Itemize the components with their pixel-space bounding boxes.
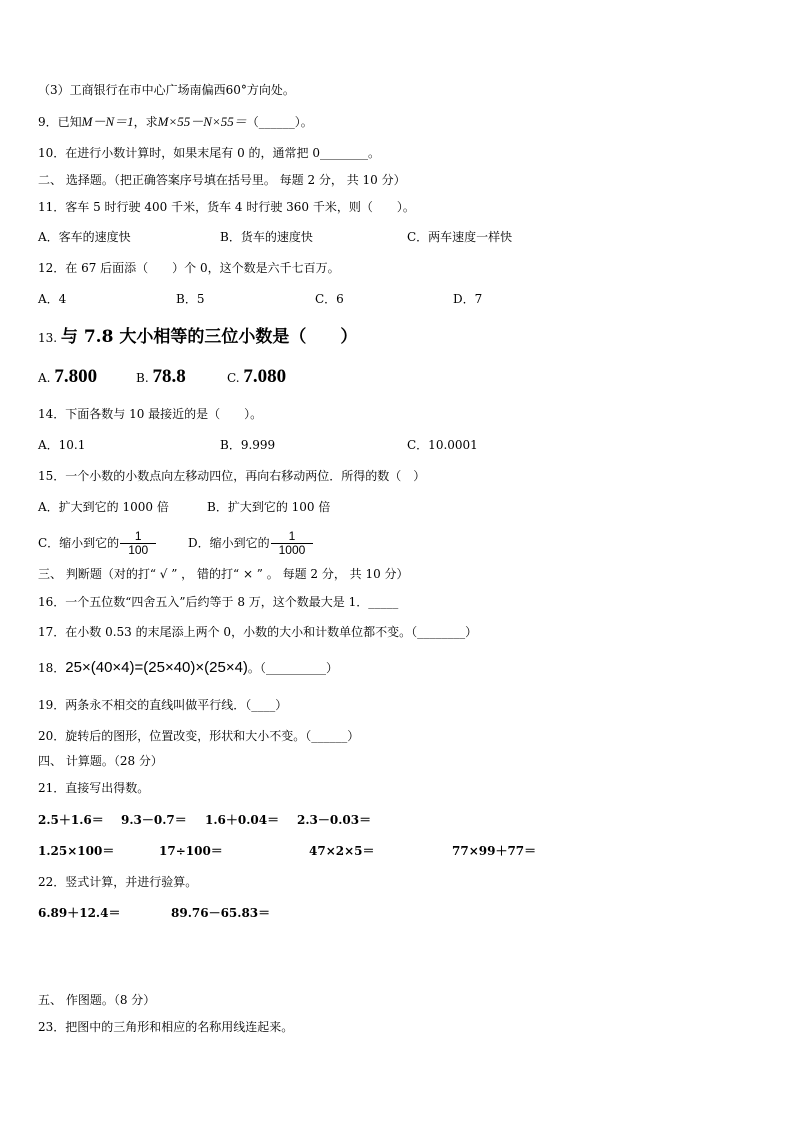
question-11	[38, 199, 415, 215]
option-text: B．9.999	[220, 438, 276, 452]
numerator: 1	[134, 529, 142, 543]
text: 14．下面各数与 10 最接近的是（ ）。	[38, 407, 263, 421]
option-text: A．10.1	[38, 438, 86, 452]
calc-item	[452, 843, 536, 859]
text: 17．在小数 0.53 的末尾添上两个 0，小数的大小和计数单位都不变。（	[38, 625, 418, 639]
option-text: B．5	[176, 292, 205, 306]
text: （3）工商银行在市中心广场南偏西60°方向处。	[38, 83, 295, 97]
option-c[interactable]	[38, 527, 156, 559]
text: 9．已知	[38, 115, 82, 129]
option-c[interactable]	[227, 366, 286, 389]
text: 47×2×5＝	[309, 844, 375, 858]
text: 2.3－0.03＝	[297, 813, 372, 827]
question-19	[38, 697, 287, 713]
text: 2.5＋1.6＝	[38, 813, 104, 827]
option-text: 7.800	[54, 366, 98, 387]
denominator: 1000	[271, 543, 314, 557]
option-text: 7.080	[243, 366, 287, 387]
text: 五、 作图题。（8 分）	[38, 993, 156, 1007]
section-4-heading	[38, 753, 163, 769]
text: 6.89＋12.4＝	[38, 906, 121, 920]
text: 11．客车 5 时行驶 400 千米，货车 4 时行驶 360 千米，则（ ）。	[38, 200, 415, 214]
question-10	[38, 145, 380, 161]
calc-item	[38, 905, 120, 921]
text: 22．竖式计算，并进行验算。	[38, 875, 198, 889]
option-b[interactable]	[207, 499, 330, 515]
question-16	[38, 594, 398, 610]
text: ）	[347, 729, 360, 743]
fraction	[271, 530, 314, 557]
option-c[interactable]	[407, 229, 512, 245]
question-15	[38, 468, 425, 484]
text: 。	[367, 146, 380, 160]
calc-item	[297, 812, 371, 828]
text: （	[246, 115, 259, 129]
option-a[interactable]	[38, 229, 131, 245]
calc-item	[38, 812, 104, 828]
answer-blank[interactable]: ______	[258, 115, 295, 129]
text: 。（	[247, 661, 266, 675]
option-b[interactable]	[220, 437, 275, 453]
option-text: 78.8	[152, 366, 186, 387]
option-a[interactable]	[38, 291, 66, 307]
text: 23．把图中的三角形和相应的名称用线连起来。	[38, 1020, 294, 1034]
question-23	[38, 1019, 293, 1035]
text: 1.6＋0.04＝	[205, 813, 280, 827]
option-text: D．缩小到它的	[188, 536, 270, 550]
option-d[interactable]	[453, 291, 482, 307]
option-text: C．6	[315, 292, 344, 306]
text: 19．两条永不相交的直线叫做平行线．（	[38, 698, 252, 712]
text: 四、 计算题。（28 分）	[38, 754, 163, 768]
denominator: 100	[120, 543, 156, 557]
text: ，求	[133, 115, 158, 129]
text: 21．直接写出得数。	[38, 781, 150, 795]
text: 10．在进行小数计算时，如果末尾有 0 的，通常把 0	[38, 146, 320, 160]
question-22	[38, 874, 197, 890]
math-condition: M－N＝1	[81, 114, 134, 129]
section-5-heading	[38, 992, 155, 1008]
calc-item	[159, 843, 223, 859]
question-12	[38, 260, 340, 276]
text: ）	[325, 661, 338, 675]
math-expression: M×55－N×55＝	[157, 114, 247, 129]
option-text: C．缩小到它的	[38, 536, 120, 550]
calc-item	[121, 812, 187, 828]
math-expression: 25×(40×4)=(25×40)×(25×4)	[65, 659, 248, 676]
option-d[interactable]	[188, 527, 313, 559]
text: 12．在 67 后面添（ ）个 0，这个数是六千七百万。	[38, 261, 340, 275]
question-number: 18．	[38, 661, 66, 675]
answer-blank[interactable]: ________	[319, 146, 368, 160]
option-c[interactable]	[407, 437, 478, 453]
answer-blank[interactable]: ________	[417, 625, 466, 639]
fraction	[120, 530, 156, 557]
calc-item	[205, 812, 279, 828]
answer-blank[interactable]: ____	[251, 698, 276, 712]
calc-item	[171, 905, 270, 921]
option-label: B.	[136, 371, 149, 385]
section-2-heading	[38, 172, 406, 188]
option-text: D．7	[453, 292, 483, 306]
section-3-heading	[38, 566, 409, 582]
option-text: B．扩大到它的 100 倍	[207, 500, 331, 514]
option-label: A.	[38, 371, 51, 385]
question-13	[38, 326, 357, 349]
text: ）	[275, 698, 288, 712]
option-text: A．扩大到它的 1000 倍	[38, 500, 169, 514]
text: 77×99＋77＝	[452, 844, 537, 858]
option-b[interactable]	[176, 291, 204, 307]
text: 二、 选择题。（把正确答案序号填在括号里。 每题 2 分， 共 10 分）	[38, 173, 406, 187]
text: 1.25×100＝	[38, 844, 115, 858]
text: ）	[465, 625, 478, 639]
answer-blank[interactable]: _____	[368, 595, 399, 609]
question-20	[38, 728, 359, 744]
question-14	[38, 406, 262, 422]
question-21	[38, 780, 149, 796]
text: 与 7.8 大小相等的三位小数是（ ）	[60, 327, 358, 347]
numerator: 1	[288, 529, 296, 543]
question-3-subitem	[38, 82, 295, 98]
question-18	[38, 658, 338, 678]
option-b[interactable]	[220, 229, 313, 245]
option-b[interactable]	[136, 366, 186, 389]
option-c[interactable]	[315, 291, 344, 307]
text: 9.3－0.7＝	[121, 813, 187, 827]
option-a[interactable]	[38, 437, 85, 453]
option-text: A．4	[38, 292, 67, 306]
option-text: A．客车的速度快	[38, 230, 131, 244]
text: 17÷100＝	[159, 844, 223, 858]
question-9	[38, 114, 313, 130]
text: 16．一个五位数“四舍五入”后约等于 8 万，这个数最大是 1．	[38, 595, 369, 609]
option-a[interactable]	[38, 366, 97, 389]
text: 20．旋转后的图形，位置改变，形状和大小不变。（	[38, 729, 312, 743]
question-17	[38, 624, 477, 640]
option-text: B．货车的速度快	[220, 230, 313, 244]
calc-item	[38, 843, 114, 859]
option-text: C．10.0001	[407, 438, 478, 452]
option-text: C．两车速度一样快	[407, 230, 513, 244]
answer-blank[interactable]: ______	[311, 729, 348, 743]
answer-blank[interactable]: __________	[265, 661, 326, 675]
text: ）。	[294, 115, 313, 129]
question-number: 13.	[38, 331, 58, 345]
text: 三、 判断题（对的打“ √ ” ， 错的打“ × ” 。 每题 2 分， 共 10 分）	[38, 567, 409, 581]
option-a[interactable]	[38, 499, 169, 515]
text: 15．一个小数的小数点向左移动四位，再向右移动两位．所得的数（ ）	[38, 469, 426, 483]
text: 89.76－65.83＝	[171, 906, 271, 920]
option-label: C.	[227, 371, 240, 385]
calc-item	[309, 843, 375, 859]
